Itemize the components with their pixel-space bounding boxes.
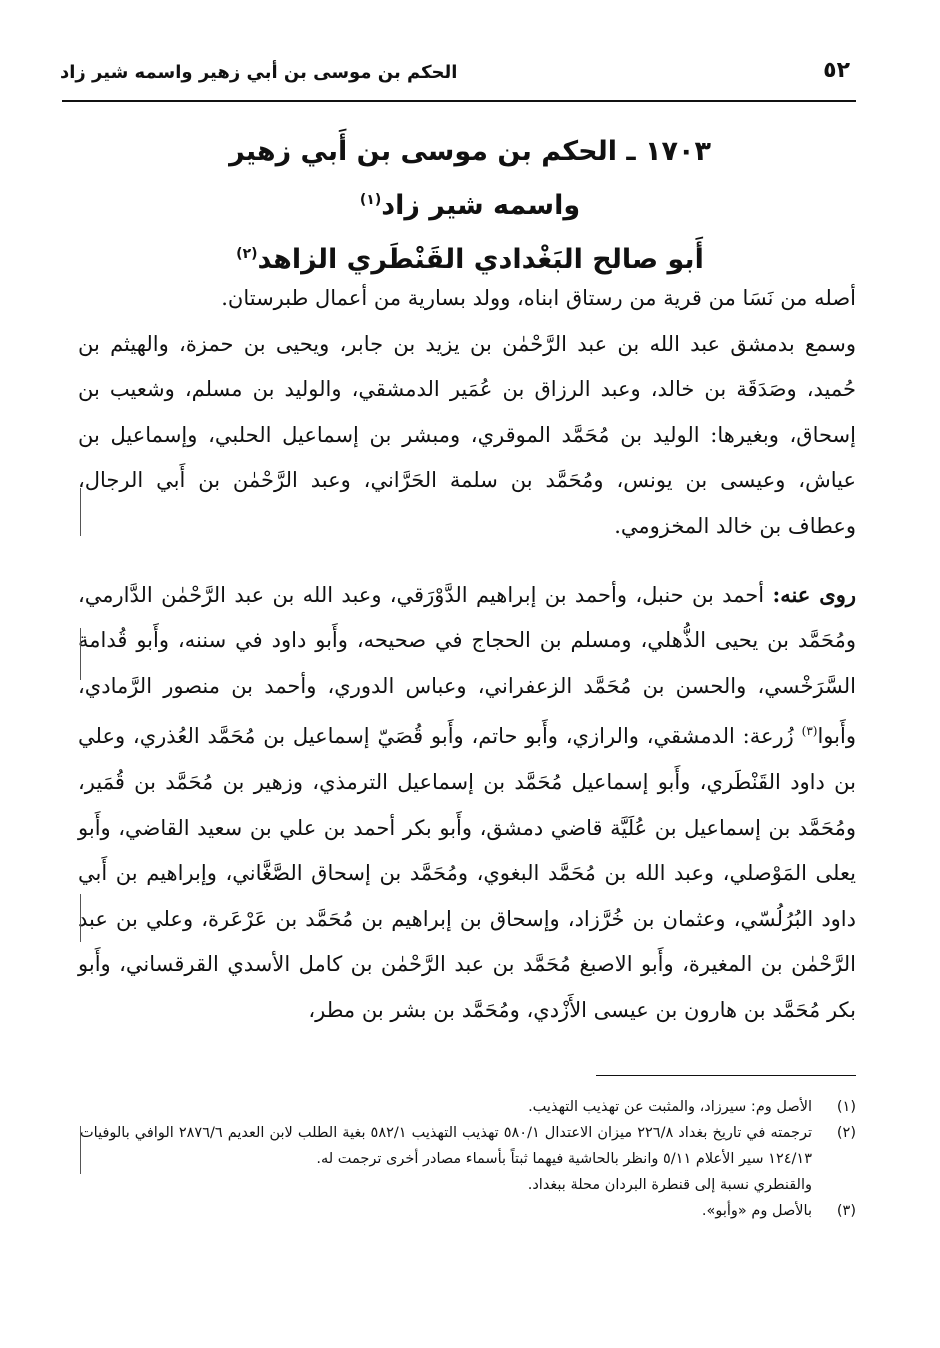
page-number: ٥٢	[823, 58, 850, 83]
footnotes	[80, 1094, 856, 1224]
running-title: الحكم بن موسى بن أبي زهير واسمه شير زاد	[60, 62, 458, 83]
footnote-number: (٣)	[836, 1203, 856, 1219]
entry-heading-line-3-text: أَبو صالح البَغْدادي القَنْطَري الزاهد	[257, 244, 704, 275]
margin-mark	[80, 894, 81, 942]
entry-heading	[80, 128, 860, 284]
paragraph-origin: أصله من نَسَا من قرية من رستاق ابناه، وولد بسارية من أعمال طبرستان.	[221, 286, 856, 310]
header-rule	[62, 100, 856, 102]
margin-mark	[80, 1126, 81, 1174]
entry-heading-line-2-text: واسمه شير زاد	[381, 190, 581, 221]
footnote-number: (١)	[836, 1099, 856, 1115]
footnote-text: بالأصل وم «وأبو».	[701, 1203, 812, 1219]
footnote-continuation: والقنطري نسبة إلى قنطرة البردان محلة ببغداد.	[527, 1177, 812, 1193]
paragraph-heard: وسمع بدمشق عبد الله بن عبد الرَّحْمٰن بن يزيد بن جابر، ويحيى بن حمزة، والهيثم بن حُميد، وصَدَقَة بن خالد، وعبد الرزاق بن عُمَير الدمشقي، والوليد بن مسلم، وشعيب بن إسحاق، وبغيرها: الوليد بن مُحَمَّد الموقري، ومبشر بن إسماعيل الحلبي، وإسماعيل بن عياش، وعيسى بن يونس، ومُحَمَّد بن سلمة الحَرَّاني، وعبد الرَّحْمٰن بن أَبي الرجال، وعطاف بن خالد المخزومي.	[78, 331, 856, 538]
footnote-ref-3: (٣)	[801, 724, 818, 739]
footnote	[80, 1094, 856, 1120]
footnote-rule	[596, 1075, 856, 1076]
body-text	[78, 276, 856, 1034]
footnote	[80, 1198, 856, 1224]
footnote-number: (٢)	[836, 1125, 856, 1141]
footnote-ref-2: (٢)	[236, 246, 258, 262]
footnote-ref-1: (١)	[359, 192, 382, 208]
footnote	[80, 1120, 856, 1172]
entry-heading-line-1: ١٧٠٣ ـ الحكم بن موسى بن أَبي زهير	[229, 136, 711, 167]
footnote-text: الأصل وم: سيرزاد، والمثبت عن تهذيب التهذيب.	[528, 1099, 812, 1115]
margin-mark	[80, 488, 81, 536]
footnote-text: ترجمته في تاريخ بغداد ٢٢٦/٨ ميزان الاعتدال ٥٨٠/١ تهذيب التهذيب ٥٨٢/١ بغية الطلب لابن العديم ٢٨٧٦/٦ الوافي بالوفيات ١٢٤/١٣ سير الأعلام ٥/١١ وانظر بالحاشية فيهما ثبتاً بأسماء مصادر أخرى ترجمت له.	[80, 1125, 812, 1167]
narrated-text-2: زُرعة: الدمشقي، والرازي، وأَبو حاتم، وأَبو قُصَيّ إسماعيل بن مُحَمَّد العُذري، وعلي بن داود القَنْطَري، وأَبو إسماعيل مُحَمَّد بن إسماعيل الترمذي، وزهير بن مُحَمَّد بن قُمَير، ومُحَمَّد بن إسماعيل بن عُلَيَّة قاضي دمشق، وأَبو بكر أحمد بن علي بن سعيد القاضي، وأَبو يعلى المَوْصلي، وعبد الله بن مُحَمَّد البغوي، ومُحَمَّد بن إسحاق الصَّغَّاني، وإبراهيم بن أَبي داود البُرُلُسّي، وعثمان بن خُرَّزاد، وإسحاق بن إبراهيم بن مُحَمَّد بن عَرْعَرة، وعلي بن عبد الرَّحْمٰن بن المغيرة، وأَبو الاصبغ مُحَمَّد بن عبد الرَّحْمٰن بن كامل الأسدي القرقساني، وأَبو بكر مُحَمَّد بن هارون بن عيسى الأَزْدي، ومُحَمَّد بن بشر بن مطر،	[78, 724, 856, 1022]
margin-mark	[80, 628, 81, 680]
narrated-lead: روى عنه:	[772, 581, 856, 607]
narrated-text-1: أحمد بن حنبل، وأحمد بن إبراهيم الدَّوْرَقي، وعبد الله بن عبد الرَّحْمٰن الدَّارمي، ومُحَمَّد بن يحيى الذُّهلي، ومسلم بن الحجاج في صحيحه، وأَبو داود في سننه، وأَبو قُدامة السَّرَخْسي، والحسن بن مُحَمَّد الزعفراني، وعباس الدوري، وأحمد بن منصور الرَّمادي، وأَبوا	[78, 582, 856, 749]
entry-heading-line-2	[80, 176, 860, 230]
paragraph-narrated	[78, 572, 856, 1034]
